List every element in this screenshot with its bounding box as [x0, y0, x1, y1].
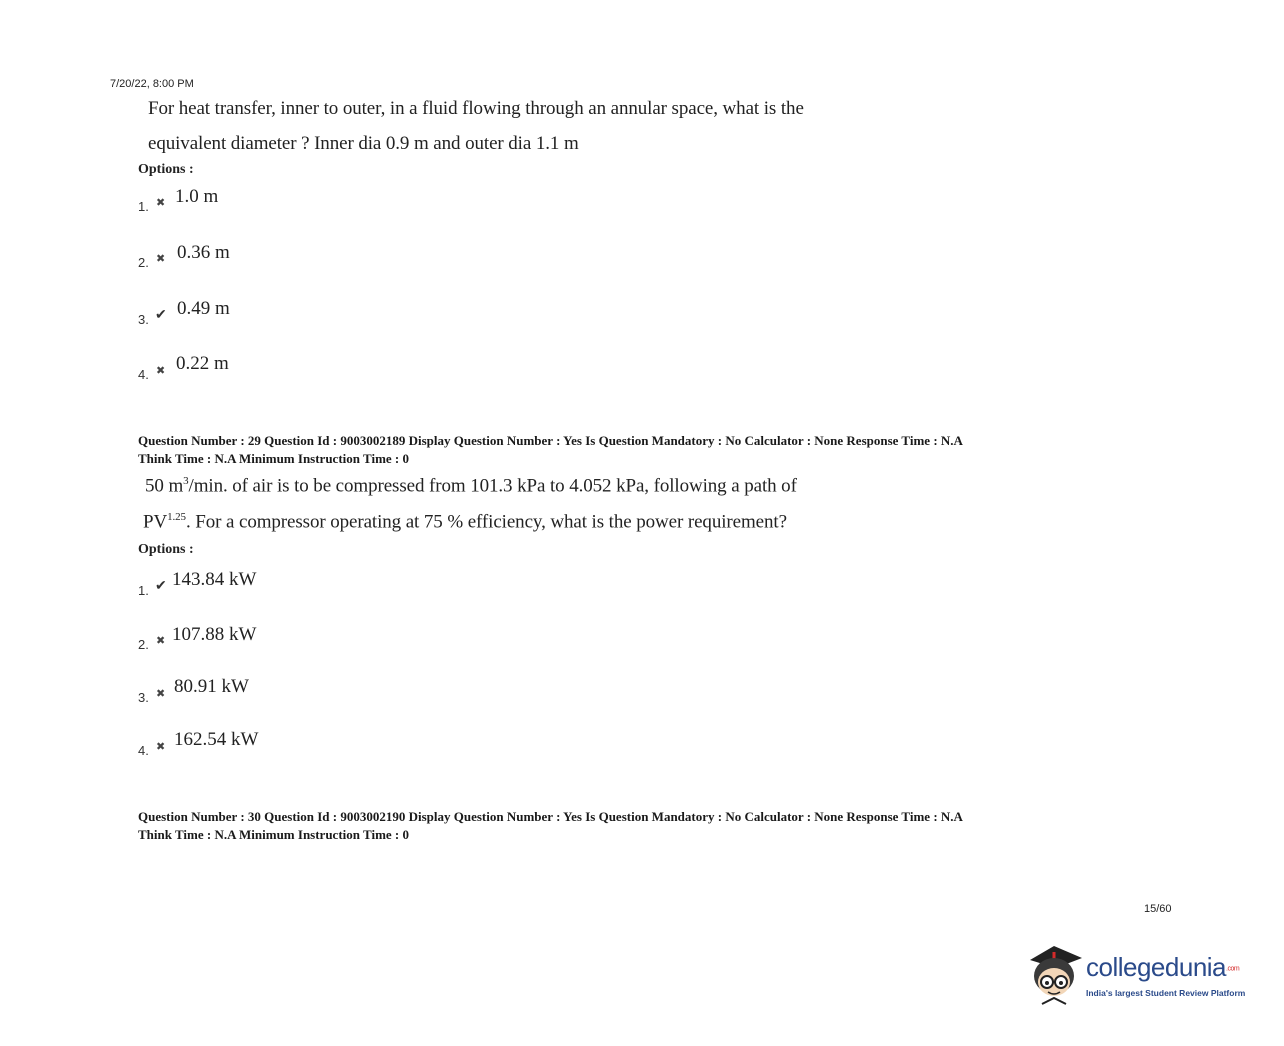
collegedunia-mascot-logo — [1024, 938, 1084, 1008]
option-text: 0.36 m — [177, 242, 230, 263]
question-28-text-line-2: equivalent diameter ? Inner dia 0.9 m and outer dia 1.1 m — [148, 133, 579, 154]
option-number: 3. — [138, 312, 149, 327]
question-29-text-line-2: $PV^{1.25}$. For a compressor operating at 75 % efficiency, what is the power requirement? — [143, 511, 787, 533]
option-number: 2. — [138, 637, 149, 652]
option-number: 4. — [138, 367, 149, 382]
option-number: 1. — [138, 583, 149, 598]
option-text: 107.88 kW — [172, 624, 257, 645]
options-label: Options : — [138, 542, 194, 557]
print-timestamp: 7/20/22, 8:00 PM — [110, 78, 194, 90]
option-number: 4. — [138, 743, 149, 758]
check-icon: ✔ — [155, 308, 167, 323]
check-icon: ✔ — [155, 579, 167, 594]
collegedunia-wordmark: collegedunia.com — [1086, 952, 1240, 982]
collegedunia-tagline: India's largest Student Review Platform — [1086, 988, 1246, 998]
question-28-text-line-1: For heat transfer, inner to outer, in a fluid flowing through an annular space, what is the — [148, 98, 804, 119]
cross-icon: ✖ — [156, 688, 166, 700]
question-30-metadata-line-2: Think Time : N.A Minimum Instruction Time : 0 — [138, 827, 409, 842]
cross-icon: ✖ — [156, 635, 166, 647]
option-text: 0.22 m — [176, 353, 229, 374]
option-number: 2. — [138, 255, 149, 270]
cross-icon: ✖ — [156, 365, 166, 377]
page-number: 15/60 — [1144, 903, 1172, 915]
cross-icon: ✖ — [156, 253, 166, 265]
cross-icon: ✖ — [156, 741, 166, 753]
question-30-metadata-line-1: Question Number : 30 Question Id : 9003002190 Display Question Number : Yes Is Question Mandatory : No Calculator : None Response Time : N.A — [138, 809, 963, 824]
option-text: 0.49 m — [177, 298, 230, 319]
option-number: 1. — [138, 199, 149, 214]
option-text: 162.54 kW — [174, 729, 259, 750]
question-29-metadata-line-1: Question Number : 29 Question Id : 9003002189 Display Question Number : Yes Is Question Mandatory : No Calculator : None Response Time : N.A — [138, 433, 963, 448]
options-label: Options : — [138, 162, 194, 177]
option-text: 80.91 kW — [174, 676, 249, 697]
option-number: 3. — [138, 690, 149, 705]
question-29-text-line-1: 50 $m^3/\min$. of air is to be compressed from 101.3 kPa to 4.052 kPa, following a path of — [145, 475, 797, 497]
option-text: 143.84 kW — [172, 569, 257, 590]
question-29-metadata-line-2: Think Time : N.A Minimum Instruction Time : 0 — [138, 451, 409, 466]
option-text: 1.0 m — [175, 186, 219, 207]
cross-icon: ✖ — [156, 197, 166, 209]
